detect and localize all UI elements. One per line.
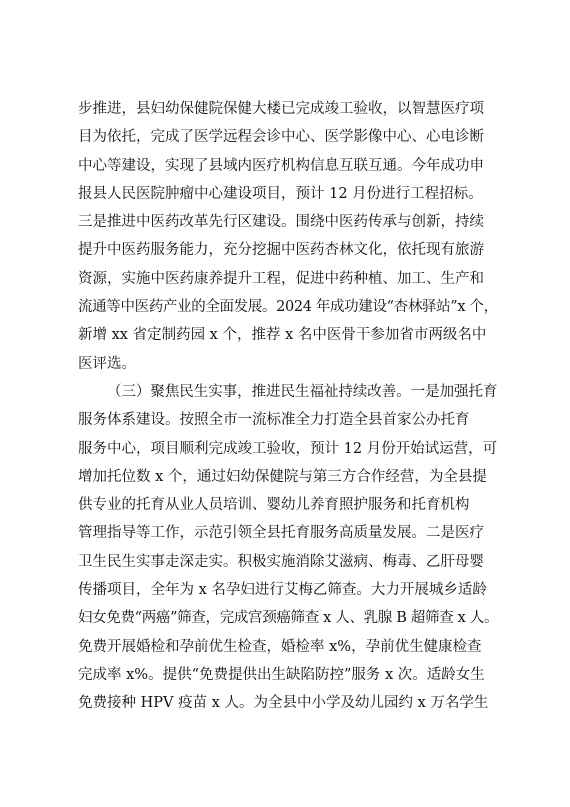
text-line: 管理指导等工作，示范引领全县托育服务高质量发展。二是医疗: [78, 525, 484, 542]
text-line: 医评选。: [78, 355, 136, 372]
text-line: 妇女免费“两癌”筛查，完成宫颈癌筛查 x 人、乳腺 B 超筛查 x 人。: [78, 610, 499, 627]
text-line: 免费接种 HPV 疫苗 x 人。为全县中小学及幼儿园约 x 万名学生: [78, 695, 489, 712]
text-line: 流通等中医药产业的全面发展。2024 年成功建设“杏林驿站”x 个，: [78, 299, 498, 316]
text-line: 资源，实施中医药康养提升工程，促进中药种植、加工、生产和: [78, 270, 484, 287]
text-line: 步推进，县妇幼保健院保健大楼已完成竣工验收，以智慧医疗项: [78, 101, 484, 117]
text-line: 新增 xx 省定制药园 x 个，推荐 x 名中医骨干参加省市两级名中: [78, 327, 487, 344]
text-line: 中心等建设，实现了县域内医疗机构信息互联互通。今年成功申: [78, 157, 484, 174]
document-body: [78, 95, 498, 718]
text-line: 服务体系建设。按照全市一流标准全力打造全县首家公办托育: [78, 412, 470, 429]
text-line: 服务中心，项目顺利完成竣工验收，预计 12 月份开始试运营，可: [78, 440, 498, 457]
text-line: 免费开展婚检和孕前优生检查，婚检率 x%，孕前优生健康检查: [78, 638, 482, 655]
text-line: 报县人民医院肿瘤中心建设项目，预计 12 月份进行工程招标。: [78, 185, 483, 202]
section-heading-line: （三）聚焦民生实事，推进民生福祉持续改善。一是加强托育: [107, 383, 498, 400]
text-line: 提升中医药服务能力，充分挖掘中医药杏林文化，依托现有旅游: [78, 242, 484, 259]
text-line: 卫生民生实事走深走实。积极实施消除艾滋病、梅毒、乙肝母婴: [78, 553, 484, 570]
text-line: 三是推进中医药改革先行区建设。围绕中医药传承与创新，持续: [78, 214, 484, 231]
text-line: 完成率 x%。提供“免费提供出生缺陷防控”服务 x 次。适龄女生: [78, 666, 485, 683]
text-line: 目为依托，完成了医学远程会诊中心、医学影像中心、心电诊断: [78, 129, 484, 146]
text-line: 传播项目，全年为 x 名孕妇进行艾梅乙筛查。大力开展城乡适龄: [78, 582, 487, 599]
text-line: 供专业的托育从业人员培训、婴幼儿养育照护服务和托育机构: [78, 497, 470, 514]
text-line: 增加托位数 x 个，通过妇幼保健院与第三方合作经营，为全县提: [78, 468, 487, 485]
